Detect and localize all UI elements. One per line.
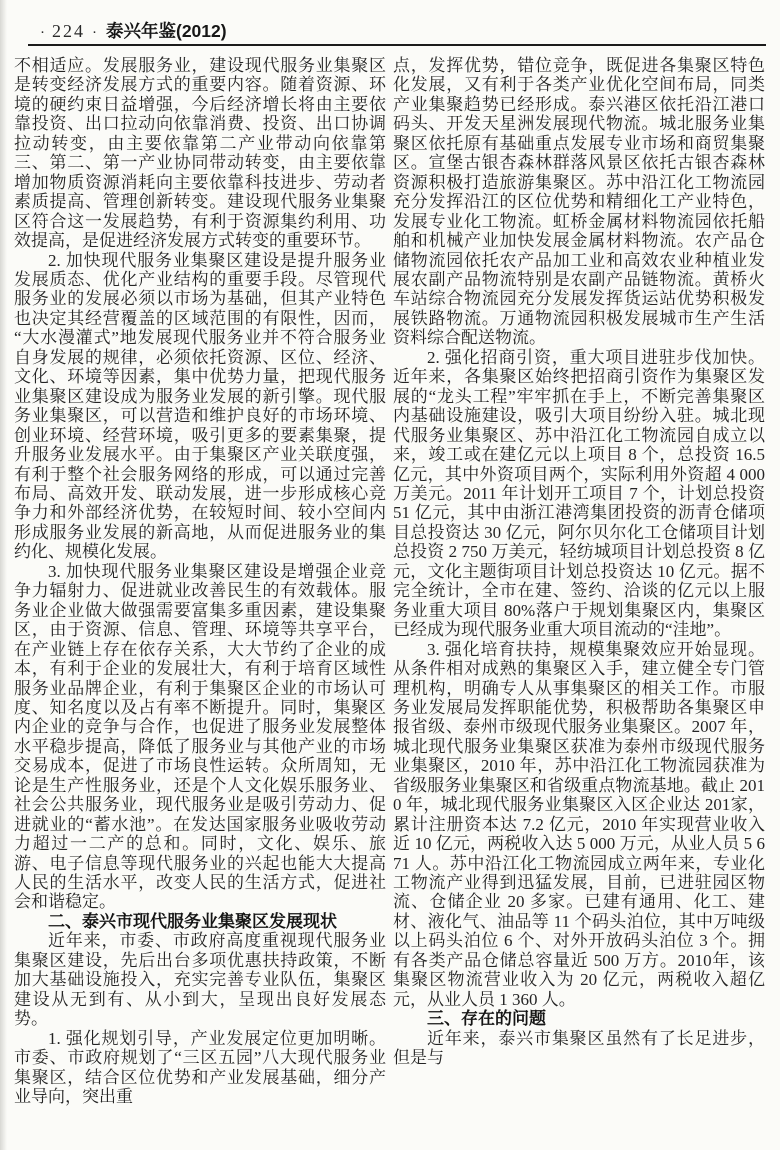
left-column [14, 56, 386, 1106]
page-header [33, 18, 763, 43]
header-dot-right: · [92, 25, 97, 41]
paragraph-continuation: 点，发挥优势，错位竞争，既促进各集聚区特色化发展，又有利于各类产业优化空间布局，同类产业集聚趋势已经形成。泰兴港区依托沿江港口码头、开发天星洲发展现代物流。城北服务业集聚区依托原有基础重点发展专业市场和商贸集聚区。宣堡古银杏森林群落风景区依托古银杏森林资源积极打造旅游集聚区。苏中沿江化工物流园充分发挥沿江的区位优势和精细化工产业特色，发展专业化工物流。虹桥金属材料物流园依托船舶和机械产业加快发展金属材料物流。农产品仓储物流园依托农产品加工业和高效农业种植业发展农副产品物流特别是农副产品链物流。黄桥火车站综合物流园充分发展发挥货运站优势积极发展铁路物流。万通物流园积极发展城市生产生活资料综合配送物流。 [393, 56, 765, 348]
text-columns [14, 56, 766, 1106]
paragraph-problems-intro: 近年来，泰兴市集聚区虽然有了长足进步，但是与 [393, 1028, 765, 1068]
right-column [393, 56, 765, 1106]
section-heading-2: 二、泰兴市现代服务业集聚区发展现状 [48, 911, 337, 931]
paragraph-item-2-investment: 2. 强化招商引资，重大项目进驻步伐加快。近年来，各集聚区始终把招商引资作为集聚区发展的“龙头工程”牢牢抓在手上，不断完善集聚区内基础设施建设，吸引大项目纷纷入驻。城北现代服务业集聚区、苏中沿江化工物流园自成立以来，竣工或在建亿元以上项目 8 个，总投资 16.5 亿元，其中外资项目两个，实际利用外资超 4 000 万美元。2011 年计划开工项目 7 个，计划总投资 51 亿元，其中由浙江港湾集团投资的沥青仓储项目总投资达 30 亿元，阿尔贝尔化工仓储项目计划总投资 2 750 万美元，轻纺城项目计划总投资 8 亿元，文化主题街项目计划总投资达 10 亿元。据不完全统计，全市在建、签约、洽谈的亿元以上服务业重大项目 80%落户于规划集聚区内，集聚区已经成为现代服务业重大项目流动的“洼地”。 [393, 347, 765, 640]
paragraph-item-1-planning: 1. 强化规划引导，产业发展定位更加明晰。市委、市政府规划了“三区五园”八大现代服务业集聚区，结合区位优势和产业发展基础，细分产业导向，突出重 [14, 1028, 386, 1107]
paragraph-overview: 近年来，市委、市政府高度重视现代服务业集聚区建设，先后出台多项优惠扶持政策，不断加大基础设施投入，充实完善专业队伍，集聚区建设从无到有、从小到大，呈现出良好发展态势。 [14, 931, 386, 1029]
paragraph-item-3: 3. 加快现代服务业集聚区建设是增强企业竞争力辐射力、促进就业改善民生的有效载体。服务业企业做大做强需要富集多重因素，建设集聚区，由于资源、信息、管理、环境等共享平台，在产业链上存在依存关系，大大节约了企业的成本，有利于企业的发展壮大，有利于培育区域性服务业品牌企业，有利于集聚区企业的市场认可度、知名度以及占有率不断提升。同时，集聚区内企业的竞争与合作，也促进了服务业发展整体水平稳步提高，降低了服务业与其他产业的市场交易成本，促进了市场良性运转。众所周知，无论是生产性服务业，还是个人文化娱乐服务业、社会公共服务业，现代服务业是吸引劳动力、促进就业的“蓄水池”。在发达国家服务业吸收劳动力超过一二产的总和。同时，文化、娱乐、旅游、电子信息等现代服务业的兴起也能大大提高人民的生活水平，改变人民的生活方式，促进社会和谐稳定。 [14, 561, 386, 912]
header-dot-left: · [40, 25, 45, 41]
header-rule [28, 44, 766, 46]
page-number: 224 [52, 21, 85, 41]
book-title: 泰兴年鉴(2012) [106, 21, 227, 41]
paragraph-continuation: 不相适应。发展服务业，建设现代服务业集聚区是转变经济发展方式的重要内容。随着资源、环境的硬约束日益增强，今后经济增长将由主要依靠投资、出口拉动向依靠消费、投资、出口协调拉动转变，由主要依靠第二产业带动向依靠第三、第二、第一产业协同带动转变，由主要依靠增加物质资源消耗向主要依靠科技进步、劳动者素质提高、管理创新转变。建设现代服务业集聚区符合这一发展趋势，有利于资源集约利用、功效提高，是促进经济发展方式转变的重要环节。 [14, 56, 386, 251]
section-heading-3: 三、存在的问题 [427, 1009, 546, 1029]
paragraph-item-2: 2. 加快现代服务业集聚区建设是提升服务业发展质态、优化产业结构的重要手段。尽管现代服务业的发展必须以市场为基础，但其产业特色也决定其经营覆盖的区域范围的有限性，因而，“大水漫灌式”地发展现代服务业并不符合服务业自身发展的规律，必须依托资源、区位、经济、文化、环境等因素，集中优势力量，把现代服务业集聚区建设成为服务业发展的新引擎。现代服务业集聚区，可以营造和维护良好的市场环境、创业环境、经营环境，吸引更多的要素集聚，提升服务业发展水平。由于集聚区产业关联度强，有利于整个社会服务网络的形成，可以通过完善布局、高效开发、联动发展，进一步形成核心竞争力和外部经济优势，在较短时间、较小空间内形成服务业发展的新高地，从而促进服务业的集约化、规模化发展。 [14, 250, 386, 562]
scan-edge-shadow [0, 0, 7, 1150]
paragraph-item-3-cultivation: 3. 强化培育扶持，规模集聚效应开始显现。从条件相对成熟的集聚区入手，建立健全专门管理机构，明确专人从事集聚区的相关工作。市服务业发展局发挥职能优势，积极帮助各集聚区申报省级、泰州市级现代服务业集聚区。2007 年，城北现代服务业集聚区获准为泰州市级现代服务业集聚区，2010 年，苏中沿江化工物流园获准为省级服务业集聚区和省级重点物流基地。截止 2010 年，城北现代服务业集聚区入区企业达 201家，累计注册资本达 7.2 亿元，2010 年实现营业收入近 10 亿元，两税收入达 5 000 万元，从业人员 5 671 人。苏中沿江化工物流园成立两年来，专业化工物流产业得到迅猛发展，目前，已进驻园区物流、仓储企业 20 多家。已建有通用、化工、建材、液化气、油品等 11 个码头泊位，其中万吨级以上码头泊位 6 个、对外开放码头泊位 3 个。拥有各类产品仓储总容量近 500 万方。2010年，该集聚区物流营业收入为 20 亿元，两税收入超亿元，从业人员 1 360 人。 [393, 639, 765, 1009]
